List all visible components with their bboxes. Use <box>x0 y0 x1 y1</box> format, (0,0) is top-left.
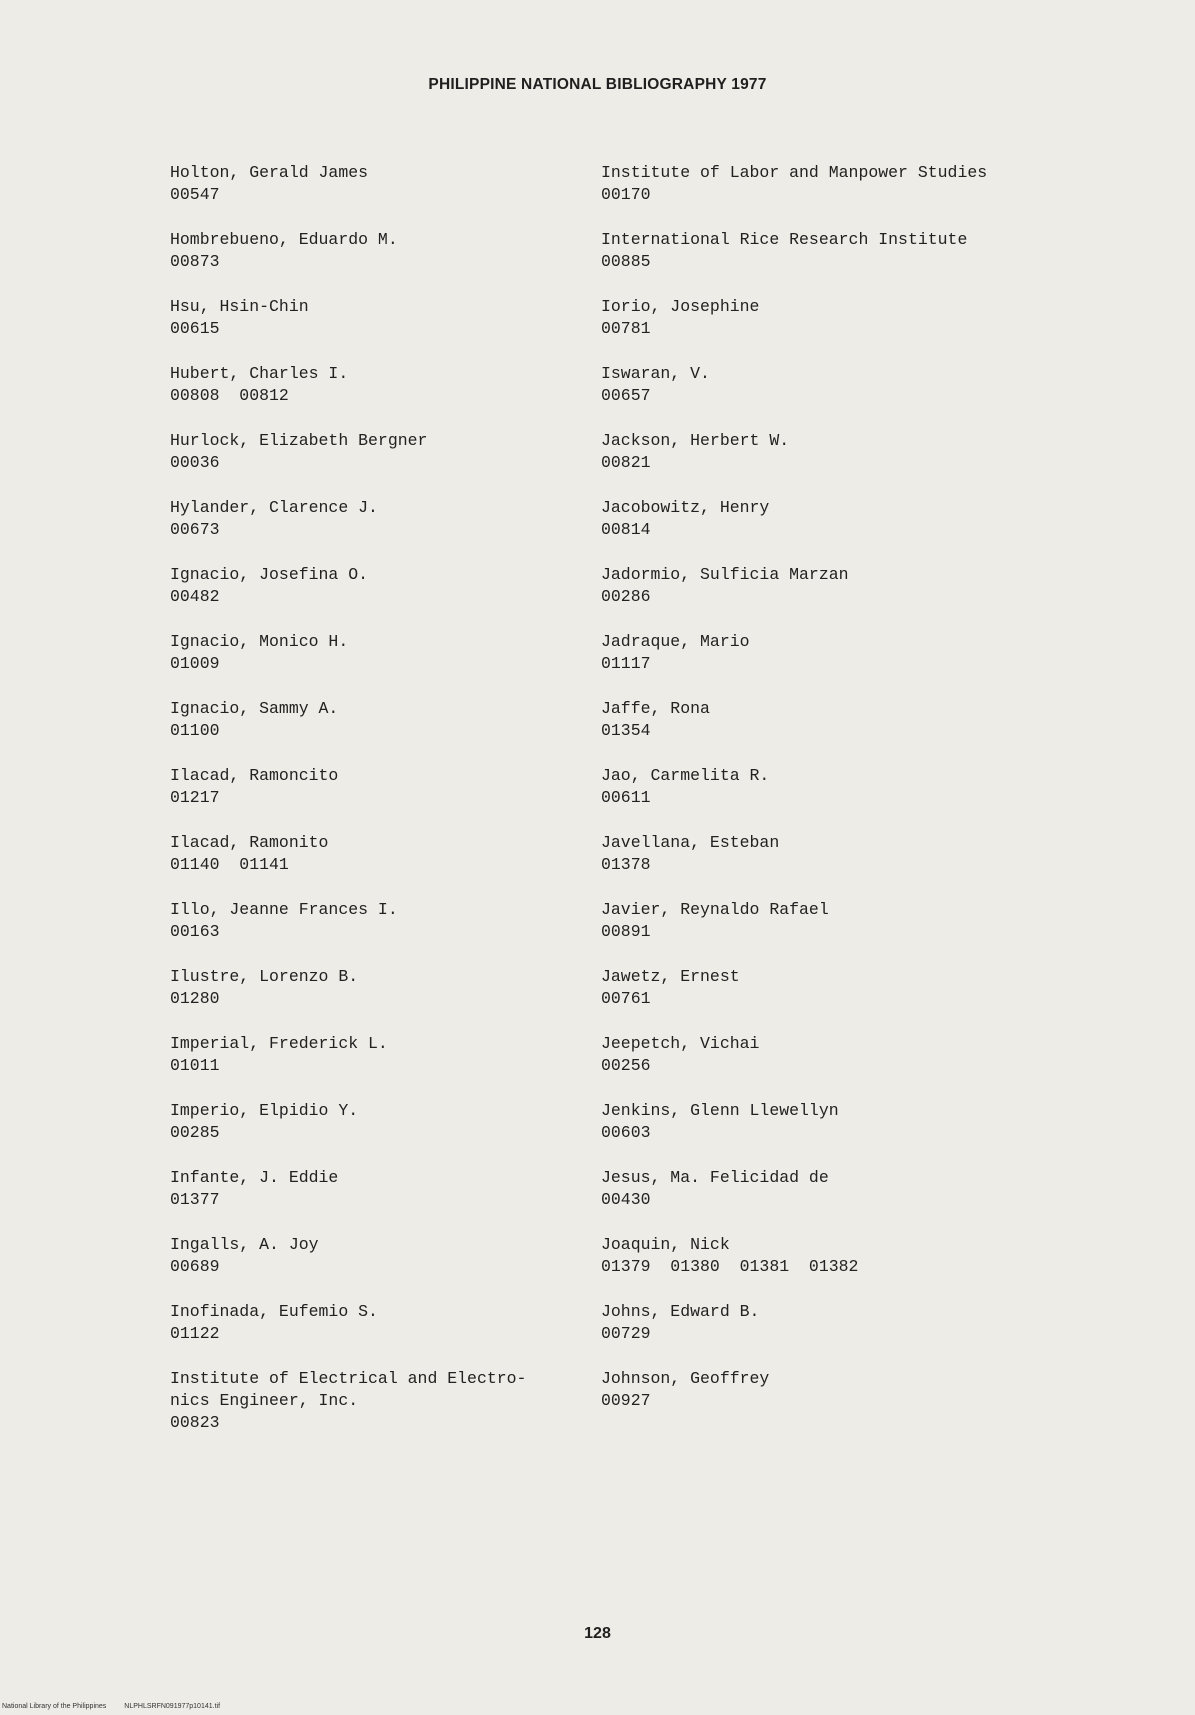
file-label: NLPHLSRFN091977p10141.tif <box>124 1703 221 1710</box>
entry-name: Institute of Labor and Manpower Studies <box>601 163 988 182</box>
index-entry <box>601 1167 1041 1234</box>
entry-numbers: 00256 <box>601 1056 651 1075</box>
index-entry <box>170 1167 610 1234</box>
index-entry <box>170 765 610 832</box>
index-entry <box>601 497 1041 564</box>
index-entry <box>170 1301 610 1368</box>
entry-name: Ilustre, Lorenzo B. <box>170 967 359 986</box>
entry-numbers: 00821 <box>601 453 651 472</box>
entry-numbers: 00781 <box>601 319 651 338</box>
entry-numbers: 00286 <box>601 587 651 606</box>
entry-numbers: 00285 <box>170 1123 220 1142</box>
entry-name: Jesus, Ma. Felicidad de <box>601 1168 829 1187</box>
index-entry <box>601 1368 1041 1435</box>
entry-numbers: 00927 <box>601 1391 651 1410</box>
entry-name: Hubert, Charles I. <box>170 364 349 383</box>
entry-numbers: 00615 <box>170 319 220 338</box>
page-title: PHILIPPINE NATIONAL BIBLIOGRAPHY 1977 <box>428 76 767 93</box>
entry-name: Johnson, Geoffrey <box>601 1369 770 1388</box>
entry-numbers: 00808 00812 <box>170 386 289 405</box>
entry-name: Jackson, Herbert W. <box>601 431 790 450</box>
index-entry <box>170 564 610 631</box>
index-entry <box>601 765 1041 832</box>
entry-name: Johns, Edward B. <box>601 1302 760 1321</box>
index-entry <box>601 966 1041 1033</box>
index-entry <box>170 1033 610 1100</box>
entry-name: Infante, J. Eddie <box>170 1168 339 1187</box>
index-entry <box>170 1368 610 1435</box>
entry-name: Ignacio, Monico H. <box>170 632 349 651</box>
entry-name: Iswaran, V. <box>601 364 710 383</box>
index-entry <box>601 229 1041 296</box>
entry-name: Javier, Reynaldo Rafael <box>601 900 829 919</box>
entry-numbers: 00482 <box>170 587 220 606</box>
entry-numbers: 00823 <box>170 1413 220 1432</box>
entry-name: Holton, Gerald James <box>170 163 369 182</box>
index-entry <box>601 430 1041 497</box>
entry-name: Imperio, Elpidio Y. <box>170 1101 359 1120</box>
entry-name: Institute of Electrical and Electro- nics Engineer, Inc. <box>170 1369 527 1410</box>
entry-numbers: 00036 <box>170 453 220 472</box>
entry-name: Hombrebueno, Eduardo M. <box>170 230 398 249</box>
entry-numbers: 00761 <box>601 989 651 1008</box>
index-entry <box>601 363 1041 430</box>
right-column <box>601 162 1041 1435</box>
entry-numbers: 00814 <box>601 520 651 539</box>
index-entry <box>170 832 610 899</box>
entry-name: Jaffe, Rona <box>601 699 710 718</box>
index-entry <box>170 497 610 564</box>
entry-name: Javellana, Esteban <box>601 833 780 852</box>
entry-numbers: 00873 <box>170 252 220 271</box>
page-number: 128 <box>584 1625 611 1642</box>
index-entry <box>601 631 1041 698</box>
entry-numbers: 00547 <box>170 185 220 204</box>
entry-numbers: 00430 <box>601 1190 651 1209</box>
entry-name: Jenkins, Glenn Llewellyn <box>601 1101 839 1120</box>
entry-numbers: 01280 <box>170 989 220 1008</box>
entry-name: Ingalls, A. Joy <box>170 1235 319 1254</box>
entry-numbers: 00673 <box>170 520 220 539</box>
entry-name: Ignacio, Josefina O. <box>170 565 369 584</box>
index-entry <box>170 363 610 430</box>
entry-name: Joaquin, Nick <box>601 1235 730 1254</box>
entry-numbers: 00170 <box>601 185 651 204</box>
entry-numbers: 00657 <box>601 386 651 405</box>
index-entry <box>170 631 610 698</box>
index-entry <box>170 1100 610 1167</box>
entry-numbers: 00611 <box>601 788 651 807</box>
entry-name: Jawetz, Ernest <box>601 967 740 986</box>
index-entry <box>601 832 1041 899</box>
entry-name: Hurlock, Elizabeth Bergner <box>170 431 428 450</box>
index-entry <box>601 162 1041 229</box>
entry-numbers: 00891 <box>601 922 651 941</box>
entry-numbers: 01378 <box>601 855 651 874</box>
entry-numbers: 00885 <box>601 252 651 271</box>
entry-numbers: 01377 <box>170 1190 220 1209</box>
entry-name: Jadormio, Sulficia Marzan <box>601 565 849 584</box>
index-entry <box>170 698 610 765</box>
entry-numbers: 01217 <box>170 788 220 807</box>
entry-name: Ilacad, Ramoncito <box>170 766 339 785</box>
entry-numbers: 01117 <box>601 654 651 673</box>
entry-name: Inofinada, Eufemio S. <box>170 1302 378 1321</box>
entry-name: Ilacad, Ramonito <box>170 833 329 852</box>
index-entry <box>170 430 610 497</box>
entry-numbers: 01100 <box>170 721 220 740</box>
entry-numbers: 00163 <box>170 922 220 941</box>
index-entry <box>170 1234 610 1301</box>
entry-name: Jao, Carmelita R. <box>601 766 770 785</box>
index-entry <box>601 1301 1041 1368</box>
index-entry <box>601 1100 1041 1167</box>
entry-name: Iorio, Josephine <box>601 297 760 316</box>
index-entry <box>170 899 610 966</box>
entry-numbers: 01140 01141 <box>170 855 289 874</box>
index-entry <box>170 229 610 296</box>
entry-name: Jadraque, Mario <box>601 632 750 651</box>
index-entry <box>601 564 1041 631</box>
entry-numbers: 01354 <box>601 721 651 740</box>
entry-name: Hylander, Clarence J. <box>170 498 378 517</box>
index-entry <box>170 162 610 229</box>
entry-name: Ignacio, Sammy A. <box>170 699 339 718</box>
entry-name: Illo, Jeanne Frances I. <box>170 900 398 919</box>
library-label: National Library of the Philippines <box>2 1703 107 1710</box>
scan-footer <box>2 1703 238 1710</box>
entry-name: Imperial, Frederick L. <box>170 1034 388 1053</box>
entry-numbers: 00729 <box>601 1324 651 1343</box>
index-entry <box>601 899 1041 966</box>
entry-name: Hsu, Hsin-Chin <box>170 297 309 316</box>
entry-name: International Rice Research Institute <box>601 230 968 249</box>
entry-numbers: 01122 <box>170 1324 220 1343</box>
entry-numbers: 01011 <box>170 1056 220 1075</box>
index-entry <box>601 296 1041 363</box>
index-entry <box>170 966 610 1033</box>
left-column <box>170 162 610 1435</box>
index-entry <box>601 1033 1041 1100</box>
entry-numbers: 00689 <box>170 1257 220 1276</box>
entry-numbers: 01379 01380 01381 01382 <box>601 1257 859 1276</box>
entry-name: Jeepetch, Vichai <box>601 1034 760 1053</box>
index-entry <box>170 296 610 363</box>
index-entry <box>601 1234 1041 1301</box>
entry-name: Jacobowitz, Henry <box>601 498 770 517</box>
entry-numbers: 01009 <box>170 654 220 673</box>
entry-numbers: 00603 <box>601 1123 651 1142</box>
index-entry <box>601 698 1041 765</box>
